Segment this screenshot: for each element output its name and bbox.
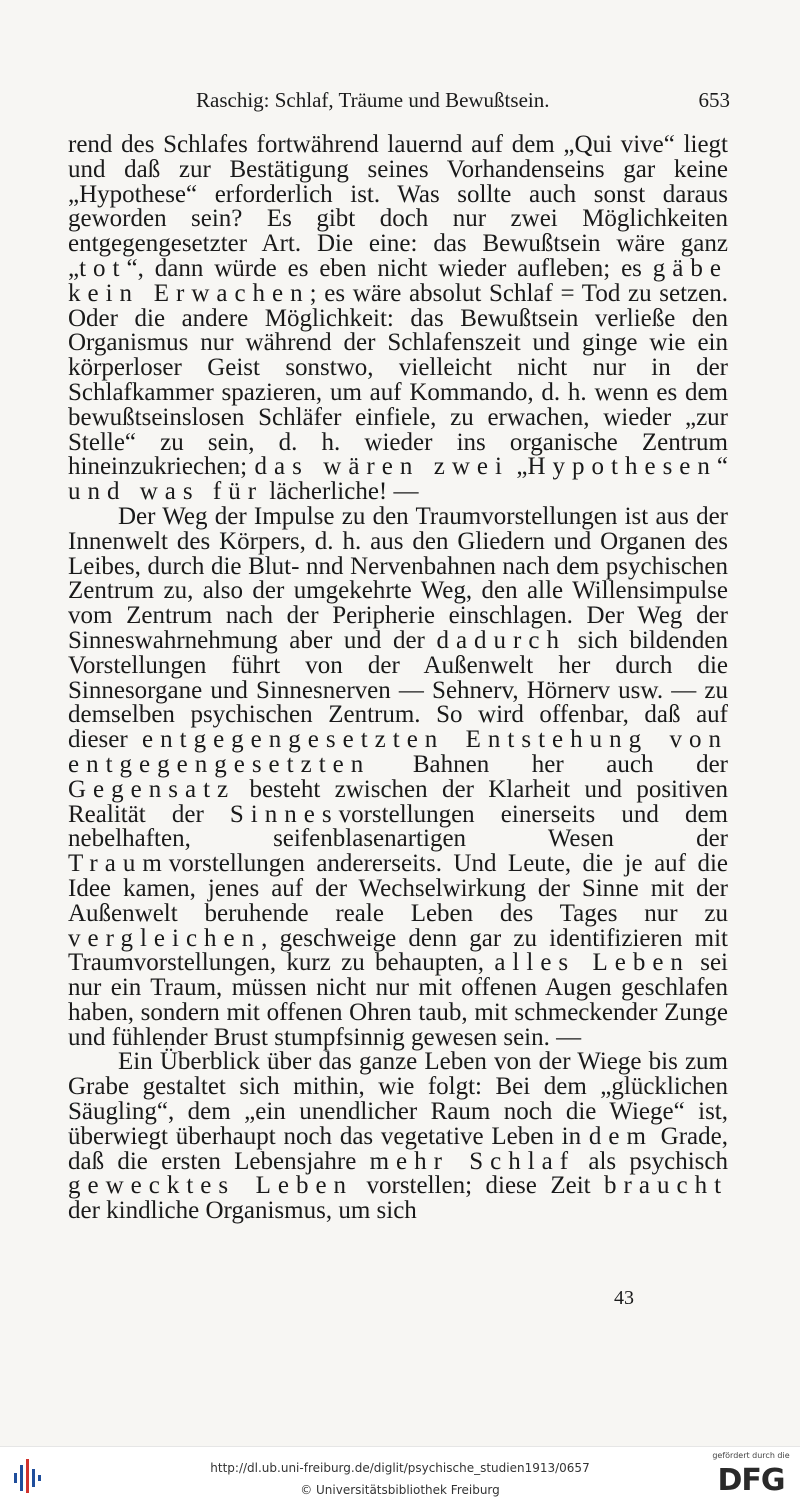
spaced-emphasis: mehr Schlaf (369, 1147, 576, 1175)
text-run: als psychisch (575, 1147, 729, 1175)
text-run: vorstellen; diese Zeit (353, 1172, 605, 1200)
spaced-emphasis: Traum (68, 850, 169, 878)
page-number: 653 (698, 88, 730, 112)
paragraph (68, 1050, 728, 1224)
copyright-notice: © Universitätsbibliothek Freiburg (300, 1483, 500, 1497)
spaced-emphasis: und was für (68, 478, 264, 506)
text-run: sei nur ein Traum, müssen nicht nur mit offenen Augen geschlafen haben, sondern mit offenen Ohren taub, mit schmeckender Zunge und fühlender Brust stumpfsinnig gewesen sein. — (68, 949, 728, 1051)
body-text (68, 133, 728, 1224)
paragraph (68, 133, 728, 505)
dfg-funding-text: gefördert durch die (712, 1451, 790, 1460)
spaced-emphasis: entgegengesetzten Entstehung von entgegengesetzten (68, 726, 728, 778)
spaced-emphasis: dadurch (436, 626, 566, 654)
spaced-emphasis: Gegensatz (68, 775, 236, 803)
text-run: lächerliche! — (263, 478, 419, 506)
text-run: besteht zwischen der Klarheit und positiven Realität der (68, 775, 728, 828)
text-run: “, dann würde es eben nicht wieder aufleben; es (126, 254, 653, 282)
text-run: “ (716, 453, 728, 481)
text-run: Ein Überblick über das ganze Leben von der Wiege bis zum Grabe gestaltet sich mithin, wie folgt: Bei dem „glücklichen Säugling“, dem „ein unendlicher Raum noch die Wiege“ ist, überwiegt überhaupt noch das vegetative Leben in (68, 1048, 728, 1150)
text-run: ; es wäre absolut Schlaf = Tod zu setzen. Oder die andere Möglichkeit: das Bewußtsein verließe den Organismus nur während der Schlafenszeit und ginge wie ein körperloser Geist sonstwo, vielleicht nicht nur in der Schlafkammer spazieren, um auf Kommando, d. h. wenn es dem bewußtseinslosen Schläfer einfiele, zu erwachen, wieder „zur Stelle“ zu sein, d. h. wieder ins organische Zentrum hineinzukriechen; (68, 279, 728, 481)
text-run: der kindliche Organismus, um sich (68, 1197, 417, 1225)
spaced-emphasis: gäbe kein Erwachen (68, 254, 728, 307)
permalink-url[interactable]: http://dl.ub.uni-freiburg.de/diglit/psychische_studien1913/0657 (210, 1461, 590, 1475)
running-head (196, 88, 730, 113)
dfg-logo[interactable] (706, 1449, 796, 1503)
spaced-emphasis: tot (79, 254, 127, 282)
paragraph (68, 502, 728, 1051)
text-run: Bahnen her auch der (370, 750, 728, 778)
spaced-emphasis: dem (588, 1122, 653, 1150)
text-run: Grade, daß die ersten Lebensjahre (68, 1122, 728, 1175)
running-title: Raschig: Schlaf, Träume und Bewußtsein. (196, 88, 550, 112)
spaced-emphasis: Hypothesen (527, 453, 717, 481)
text-run: Der Weg der Impulse zu den Traumvorstellungen ist aus der Innenwelt des Körpers, d. h. aus den Gliedern und Organen des Leibes, durch die Blut- nnd Nervenbahnen nach dem psychischen Zentrum zu, also der umgekehrte Weg, den alle Willensimpulse vom Zentrum nach der Peripherie einschlagen. Der Weg der Sinneswahrnehmung aber und der (68, 502, 728, 654)
text-run: , geschweige denn gar zu identifizieren mit Traumvorstellungen, kurz zu behaupten, (68, 924, 728, 977)
spaced-emphasis: gewecktes Leben (68, 1172, 354, 1200)
text-run: „ (508, 453, 528, 481)
text-run: vorstellungen einerseits und dem nebelhaften, seifenblasenartigen Wesen der (68, 800, 728, 853)
spaced-emphasis: vergleichen (68, 924, 262, 952)
spaced-emphasis: braucht (604, 1172, 729, 1200)
viewer-footer (0, 1446, 800, 1505)
text-run: vorstellungen andererseits. Und Leute, die je auf die Idee kamen, jenes auf der Wechselwirkung der Sinne mit der Außenwelt beruhende reale Leben des Tages nur zu (68, 850, 728, 927)
signature-mark: 43 (614, 1287, 634, 1309)
text-run: rend des Schlafes fortwährend lauernd auf dem „Qui vive“ liegt und daß zur Bestätigung seines Vorhandenseins gar keine „Hypothese“ erforderlich ist. Was sollte auch sonst daraus geworden sein? Es gibt doch nur zwei Möglichkeiten entgegengesetzter Art. Die eine: das Bewußtsein wäre ganz „ (68, 131, 728, 282)
spaced-emphasis: das wären zwei (254, 453, 509, 481)
text-run: sich bildenden Vorstellungen führt von der Außenwelt her durch die Sinnesorgane und Sinnesnerven — Sehnerv, Hörnerv usw. — zu demselben psychischen Zentrum. So wird offenbar, daß auf dieser (68, 626, 728, 754)
spaced-emphasis: alles Leben (494, 949, 690, 977)
spaced-emphasis: Sinnes (229, 800, 339, 828)
dfg-logo-text: DFG (717, 1463, 785, 1498)
